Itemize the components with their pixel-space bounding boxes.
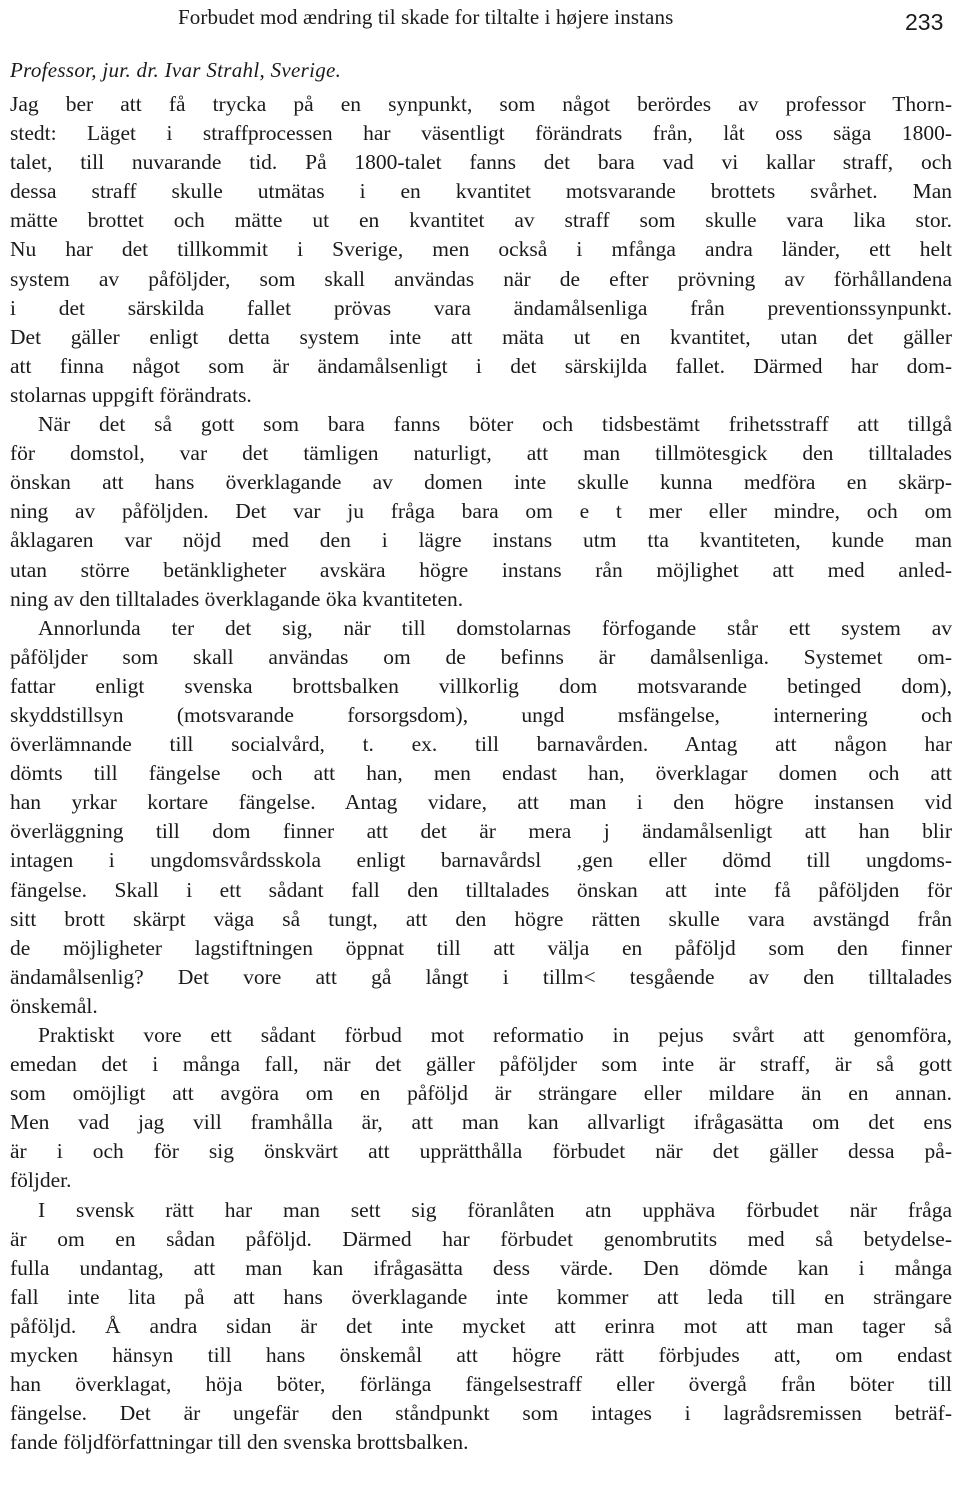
text-line: ändamålsenlig? Det vore att gå långt i tillm< tesgående av den tilltalades xyxy=(10,964,952,989)
text-line: I svensk rätt har man sett sig föranlåten atn upphäva förbudet när fråga xyxy=(38,1197,952,1222)
running-header xyxy=(0,2,960,35)
text-line: följder. xyxy=(10,1168,72,1193)
text-line: är i och för sig önskvärt att upprätthålla förbudet när det gäller dessa på- xyxy=(10,1139,952,1164)
text-line: påföljder som skall användas om de befinns är damålsenliga. Systemet om- xyxy=(10,644,952,669)
text-line: stolarnas uppgift förändrats. xyxy=(10,382,252,407)
text-line: fall inte lita på att hans överklagande inte kommer att leda till en strängare xyxy=(10,1284,952,1309)
text-line: fängelse. Det är ungefär den ståndpunkt som intages i lagrådsremissen beträf- xyxy=(10,1401,952,1426)
text-line: stedt: Läget i straffprocessen har väsentligt förändrats från, låt oss säga 1800- xyxy=(10,121,952,146)
paragraph xyxy=(10,410,952,614)
text-line: Det gäller enligt detta system inte att mäta ut en kvantitet, utan det gäller xyxy=(10,324,952,349)
paragraph xyxy=(10,90,952,410)
paragraph xyxy=(10,1196,952,1458)
text-line: Praktiskt vore ett sådant förbud mot reformatio in pejus svårt att genomföra, xyxy=(38,1023,952,1047)
text-line: fande följdförfattningar till den svenska brottsbalken. xyxy=(10,1430,469,1455)
text-line: i det särskilda fallet prövas vara ändamålsenliga från preventionssynpunkt. xyxy=(10,295,952,320)
body-text xyxy=(10,90,952,1457)
text-line: utan större betänkligheter avskära högre instans rån möjlighet att med anled- xyxy=(10,557,952,582)
text-line: överläggning till dom finner att det är mera j ändamålsenligt att han blir xyxy=(10,819,952,844)
text-line: påföljd. Å andra sidan är det inte mycket att erinra mot att man tager så xyxy=(10,1313,952,1338)
text-line: önskemål. xyxy=(10,993,98,1018)
text-line: som omöjligt att avgöra om en påföljd är strängare eller mildare än en annan. xyxy=(10,1081,952,1106)
text-line: fulla undantag, att man kan ifrågasätta dess värde. Den dömde kan i många xyxy=(10,1255,952,1280)
text-line: skyddstillsyn (motsvarande forsorgsdom), ungd msfängelse, internering och xyxy=(10,702,952,727)
text-line: emedan det i många fall, när det gäller påföljder som inte är straff, är så gott xyxy=(10,1052,952,1077)
text-line: han yrkar kortare fängelse. Antag vidare, att man i den högre instansen vid xyxy=(10,790,952,815)
running-title: Forbudet mod ændring til skade for tiltalte i højere instans xyxy=(178,5,674,29)
text-line: de möjligheter lagstiftningen öppnat till att välja en påföljd som den finner xyxy=(10,935,952,960)
text-line: för domstol, var det tämligen naturligt, att man tillmötesgick den tilltalades xyxy=(10,441,952,466)
text-line: ning av påföljden. Det var ju fråga bara om e t mer eller mindre, och om xyxy=(10,499,952,524)
page-number: 233 xyxy=(905,9,944,35)
text-line: dessa straff skulle utmätas i en kvantitet motsvarande brottets svårhet. Man xyxy=(10,179,952,204)
text-line: att finna något som är ändamålsenligt i det särskijlda fallet. Därmed har dom- xyxy=(10,353,952,378)
paragraph xyxy=(10,614,952,1021)
text-line: mycken hänsyn till hans önskemål att högre rätt förbjudes att, om endast xyxy=(10,1343,952,1368)
text-line: åklagaren var nöjd med den i lägre instans utm tta kvantiteten, kunde man xyxy=(10,528,952,553)
text-line: Nu har det tillkommit i Sverige, men också i mfånga andra länder, ett helt xyxy=(10,237,952,262)
text-line: När det så gott som bara fanns böter och tidsbestämt frihetsstraff att tillgå xyxy=(38,412,952,437)
text-line: Men vad jag vill framhålla är, att man kan allvarligt ifrågasätta om det ens xyxy=(10,1110,952,1135)
text-line: intagen i ungdomsvårdsskola enligt barnavårdsl ,gen eller dömd till ungdoms- xyxy=(10,848,952,873)
text-line: önskan att hans överklagande av domen inte skulle kunna medföra en skärp- xyxy=(10,470,952,495)
text-line: mätte brottet och mätte ut en kvantitet av straff som skulle vara lika stor. xyxy=(10,208,952,233)
text-line: fattar enligt svenska brottsbalken villkorlig dom motsvarande betinged dom), xyxy=(10,673,952,698)
text-line: han överklagat, höja böter, förlänga fängelsestraff eller övergå från böter till xyxy=(10,1372,952,1397)
text-line: Jag ber att få trycka på en synpunkt, som något berördes av professor Thorn- xyxy=(10,92,952,116)
text-line: dömts till fängelse och att han, men endast han, överklagar domen och att xyxy=(10,761,952,786)
speaker-byline: Professor, jur. dr. Ivar Strahl, Sverige. xyxy=(10,58,342,82)
text-line: system av påföljder, som skall användas när de efter prövning av förhållandena xyxy=(10,266,952,291)
text-line: fängelse. Skall i ett sådant fall den tilltalades önskan att inte få påföljden för xyxy=(10,877,952,902)
text-line: talet, till nuvarande tid. På 1800-talet fanns det bara vad vi kallar straff, och xyxy=(10,150,952,175)
paragraph xyxy=(10,1021,952,1196)
text-line: överlämnande till socialvård, t. ex. till barnavården. Antag att någon har xyxy=(10,732,952,757)
text-line: sitt brott skärpt väga så tungt, att den högre rätten skulle vara avstängd från xyxy=(10,906,952,931)
text-line: ning av den tilltalades överklagande öka kvantiteten. xyxy=(10,586,464,611)
text-line: Annorlunda ter det sig, när till domstolarnas förfogande står ett system av xyxy=(38,615,952,640)
text-line: är om en sådan påföljd. Därmed har förbudet genombrutits med så betydelse- xyxy=(10,1226,952,1251)
